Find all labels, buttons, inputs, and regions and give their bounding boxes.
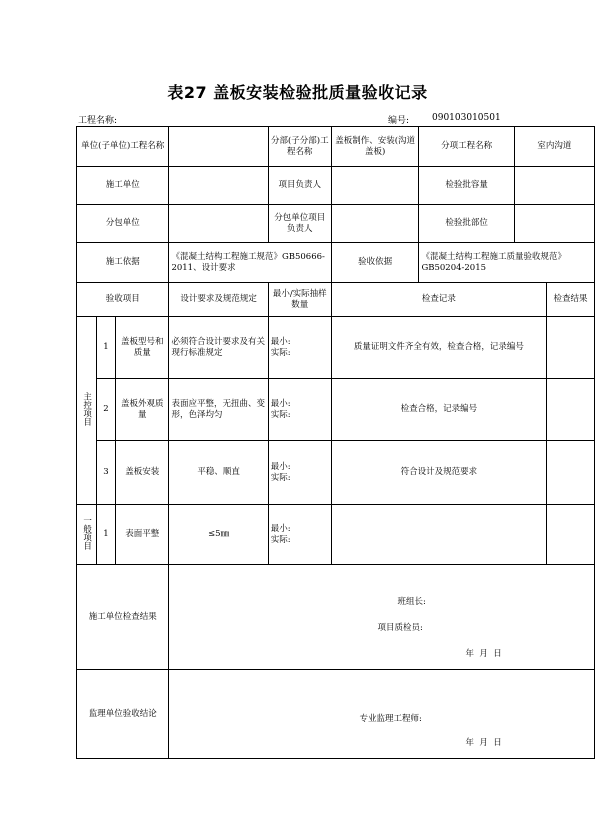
batch-location-value[interactable]: [514, 205, 594, 243]
unit-name-label: 单位(子单位)工程名称: [77, 127, 169, 167]
date-label: 年 月 日: [465, 649, 502, 659]
basis-value: 《混凝土结构工程施工规范》GB50666-2011、设计要求: [169, 243, 331, 283]
team-leader-label: 班组长:: [397, 597, 426, 607]
code-value: 090103010501: [432, 113, 501, 123]
item-name: 盖板外观质量: [116, 379, 169, 441]
subcontractor-value[interactable]: [169, 205, 268, 243]
header-requirement: 设计要求及规范规定: [169, 283, 268, 317]
check-result[interactable]: [546, 505, 594, 565]
item-name: 盖板安装: [116, 441, 169, 505]
acceptance-record-table: [76, 126, 595, 759]
quality-inspector-label: 项目质检员:: [377, 623, 423, 633]
division-label: 分部(子分部)工程名称: [268, 127, 331, 167]
sample-cell[interactable]: 最小: 实际:: [268, 505, 331, 565]
unit-name-value[interactable]: [169, 127, 268, 167]
project-manager-label: 项目负责人: [268, 167, 331, 205]
item-requirement: ≤5㎜: [169, 505, 268, 565]
batch-capacity-value[interactable]: [514, 167, 594, 205]
page-title: 表27 盖板安装检验批质量验收记录: [167, 83, 428, 102]
sample-cell[interactable]: 最小: 实际:: [268, 317, 331, 379]
check-record: 质量证明文件齐全有效，检查合格，记录编号: [331, 317, 546, 379]
check-result[interactable]: [546, 379, 594, 441]
subitem-label: 分项工程名称: [419, 127, 514, 167]
acceptance-basis-value: 《混凝土结构工程施工质量验收规范》GB50204-2015: [419, 243, 595, 283]
construction-check-signature[interactable]: [169, 565, 595, 670]
project-name-label: 工程名称:: [78, 116, 118, 126]
batch-location-label: 检验批部位: [419, 205, 514, 243]
supervision-signature[interactable]: [169, 670, 595, 759]
supervision-label: 监理单位验收结论: [77, 670, 169, 759]
check-result[interactable]: [546, 317, 594, 379]
general-group: 一般项目: [77, 505, 97, 565]
check-record[interactable]: [331, 505, 546, 565]
check-result[interactable]: [546, 441, 594, 505]
item-number: 2: [96, 379, 115, 441]
supervision-engineer-label: 专业监理工程师:: [359, 714, 422, 724]
acceptance-basis-label: 验收依据: [331, 243, 419, 283]
item-number: 1: [96, 505, 115, 565]
check-record: 检查合格，记录编号: [331, 379, 546, 441]
sample-cell[interactable]: 最小: 实际:: [268, 441, 331, 505]
main-control-group: 主控项目: [77, 317, 97, 505]
subcontractor-label: 分包单位: [77, 205, 169, 243]
sub-manager-value[interactable]: [331, 205, 419, 243]
sample-cell[interactable]: 最小: 实际:: [268, 379, 331, 441]
item-requirement: 平稳、顺直: [169, 441, 268, 505]
project-manager-value[interactable]: [331, 167, 419, 205]
subitem-value: 室内沟道: [514, 127, 594, 167]
item-name: 盖板型号和质量: [116, 317, 169, 379]
sub-manager-label: 分包单位项目负责人: [268, 205, 331, 243]
division-value: 盖板制作、安装(沟道盖板): [331, 127, 419, 167]
batch-capacity-label: 检验批容量: [419, 167, 514, 205]
item-number: 3: [96, 441, 115, 505]
item-requirement: 表面应平整，无扭曲、变形，色泽均匀: [169, 379, 268, 441]
code-label: 编号:: [388, 116, 410, 126]
construction-check-label: 施工单位检查结果: [77, 565, 169, 670]
header-item: 验收项目: [77, 283, 169, 317]
item-requirement: 必须符合设计要求及有关现行标准规定: [169, 317, 268, 379]
construction-unit-label: 施工单位: [77, 167, 169, 205]
item-number: 1: [96, 317, 115, 379]
item-name: 表面平整: [116, 505, 169, 565]
check-record: 符合设计及规范要求: [331, 441, 546, 505]
header-record: 检查记录: [331, 283, 546, 317]
header-result: 检查结果: [546, 283, 594, 317]
basis-label: 施工依据: [77, 243, 169, 283]
date-label: 年 月 日: [465, 738, 502, 748]
header-sample: 最小/实际抽样数量: [268, 283, 331, 317]
construction-unit-value[interactable]: [169, 167, 268, 205]
